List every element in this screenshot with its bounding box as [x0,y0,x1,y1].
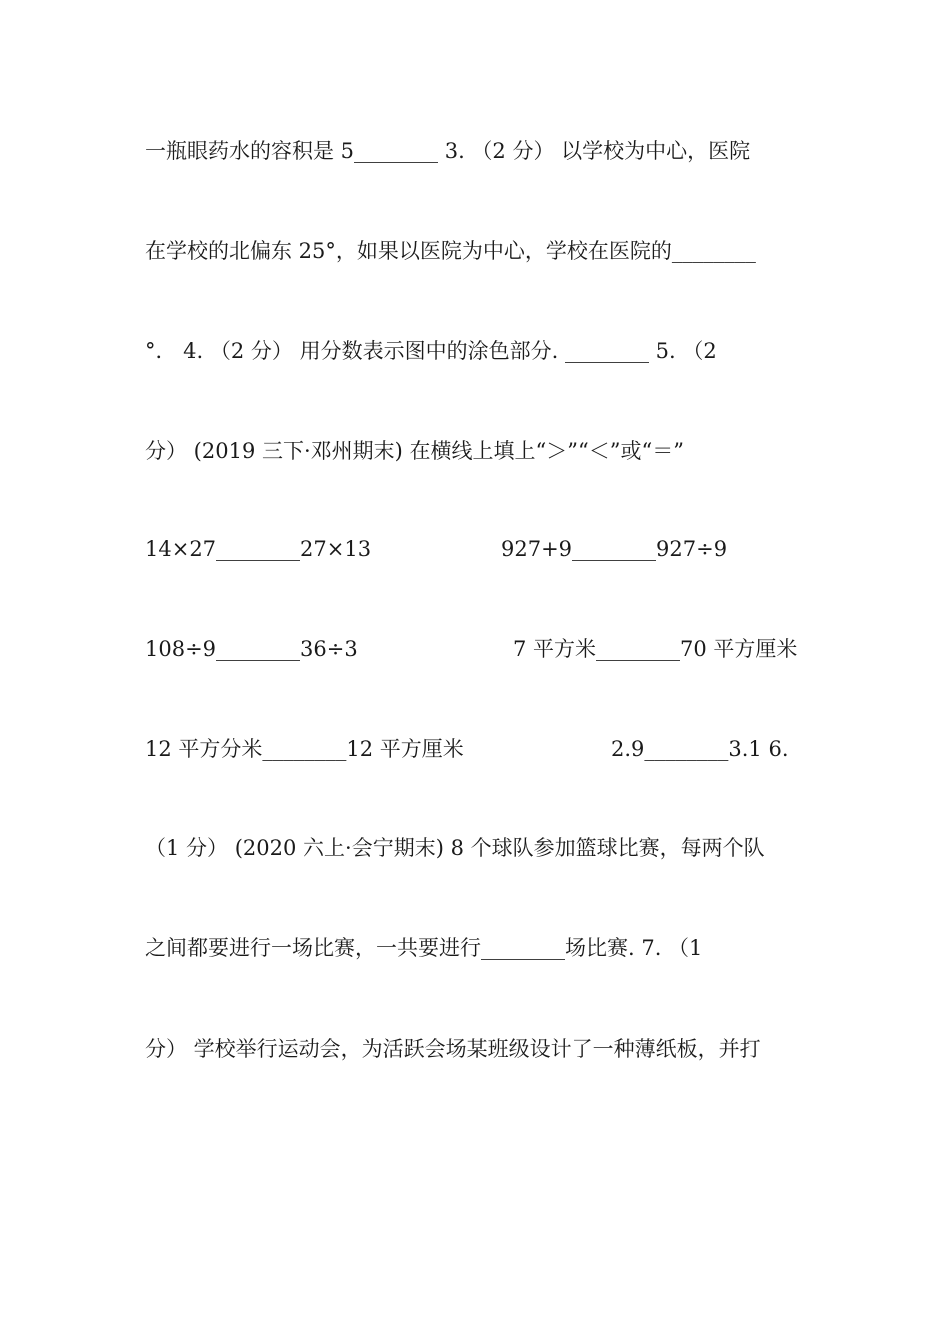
text-line-3: °． 4. （2 分） 用分数表示图中的涂色部分. ________ 5. （2 [145,339,717,363]
text-line-10: 分） 学校举行运动会，为活跃会场某班级设计了一种薄纸板，并打 [145,1037,761,1061]
compare-row-3 [145,734,810,764]
text-line-2: 在学校的北偏东 25°，如果以医院为中心，学校在医院的________ [145,239,756,263]
compare-row-2 [145,634,810,664]
compare-right-2: 7 平方米________70 平方厘米 [513,637,798,661]
text-line-9: 之间都要进行一场比赛，一共要进行________场比赛. 7. （1 [145,936,703,960]
compare-left-1: 14×27________27×13 [145,537,372,561]
text-line-4: 分） (2019 三下·邓州期末) 在横线上填上“＞”“＜”或“＝” [145,439,684,463]
compare-left-2: 108÷9________36÷3 [145,637,358,661]
compare-row-1 [145,534,810,564]
compare-right-3: 2.9________3.1 6. [611,737,789,761]
text-line-1: 一瓶眼药水的容积是 5________ 3. （2 分） 以学校为中心，医院 [145,139,751,163]
compare-left-3: 12 平方分米________12 平方厘米 [145,737,464,761]
text-line-8: （1 分） (2020 六上·会宁期末) 8 个球队参加篮球比赛，每两个队 [145,836,765,860]
compare-right-1: 927+9________927÷9 [501,537,728,561]
